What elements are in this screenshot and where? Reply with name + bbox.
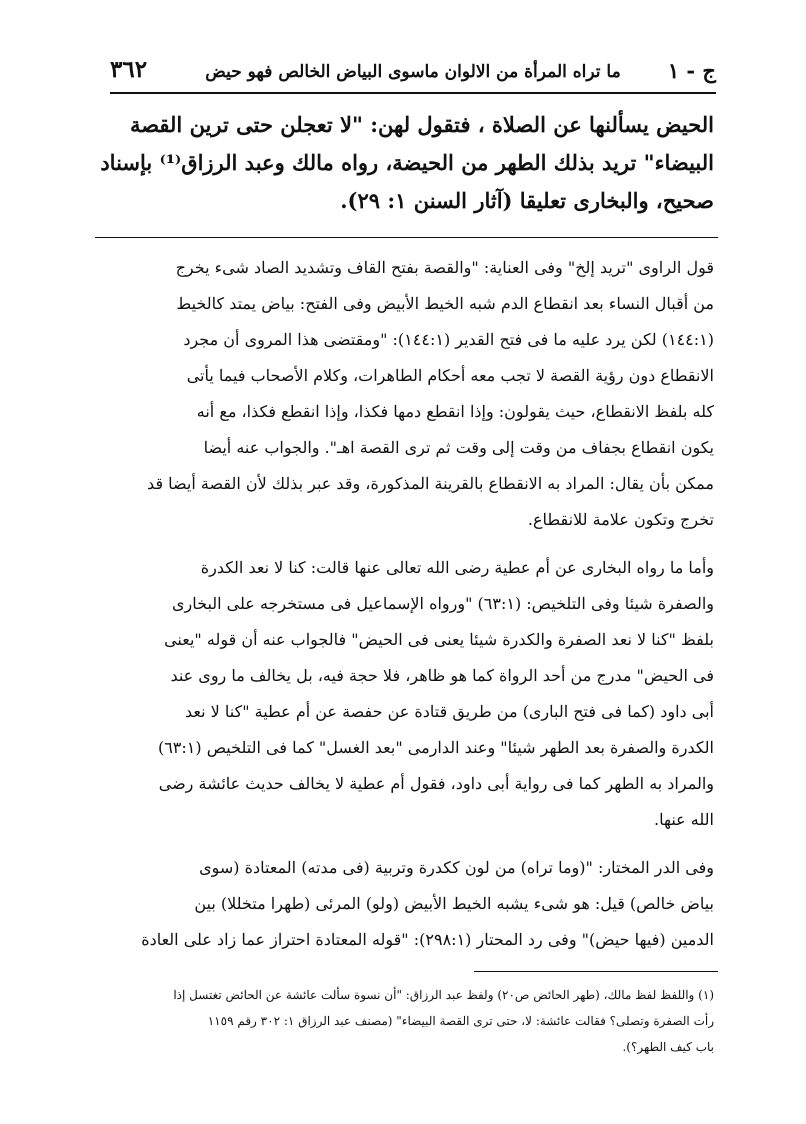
main-text-line: الحيض يسألنها عن الصلاة ، فتقول لهن: "لا تعجلن حتى ترين القصة xyxy=(129,112,714,137)
running-header xyxy=(110,54,716,88)
commentary-line: قول الراوى "تريد إلخ" وفى العناية: "والقصة بفتح القاف وتشديد الصاد شىء يخرج xyxy=(175,258,714,277)
commentary-line: من أقبال النساء بعد انقطاع الدم شبه الخيط الأبيض وفى الفتح: بياض يمتد كالخيط xyxy=(176,294,714,313)
footnote-line: رأت الصفرة وتصلى؟ فقالت عائشة: لا، حتى ترى القصة البيضاء" (مصنف عبد الرزاق ١: ٣٠٢ رقم ١١٥٩ xyxy=(207,1014,714,1028)
commentary-line: والمراد به الطهر كما فى رواية أبى داود، فقول أم عطية لا يخالف حديث عائشة رضى xyxy=(158,774,714,793)
commentary-line: كله بلفظ الانقطاع، حيث يقولون: وإذا انقطع دمها فكذا، وإذا انقطع فكذا، مع أنه xyxy=(196,402,714,421)
commentary-line: تخرج وتكون علامة للانقطاع. xyxy=(527,510,714,529)
main-text-line: البيضاء" تريد بذلك الطهر من الحيضة، رواه مالك وعبد الرزاق⁽¹⁾ بإسناد xyxy=(100,150,714,175)
commentary-line: يكون انقطاع بجفاف من وقت إلى وقت ثم ترى القصة اهـ". والجواب عنه أيضا xyxy=(203,438,714,457)
page-number: ٣٦٢ xyxy=(110,56,148,83)
commentary-line: الدمين (فيها حيض)" وفى رد المحتار (٢٩٨:١): "قوله المعتادة احتراز عما زاد على العادة xyxy=(141,930,714,949)
commentary-line: وفى الدر المختار: "(وما تراه) من لون ككدرة وتربية (فى مدته) المعتادة (سوى xyxy=(199,858,714,877)
volume-label: ج - ١ xyxy=(667,58,716,83)
commentary-line: الله عنها. xyxy=(654,810,714,829)
commentary-line: بياض خالص) قيل: هو شىء يشبه الخيط الأبيض (ولو) المرئى (طهرا متخللا) بين xyxy=(194,894,714,913)
commentary-line: (١٤٤:١) لكن يرد عليه ما فى فتح القدير (١٤٤:١): "ومقتضى هذا المروى أن مجرد xyxy=(183,330,714,349)
commentary-line: والصفرة شيئا وفى التلخيص: (٦٣:١) "ورواه الإسماعيل فى مستخرجه على البخارى xyxy=(171,594,714,613)
section-divider xyxy=(95,237,718,238)
footnote-line: باب كيف الطهر؟). xyxy=(622,1040,714,1054)
commentary-line: ممكن بأن يقال: المراد به الانقطاع بالقرينة المذكورة، وقد عبر بذلك لأن القصة أيضا قد xyxy=(147,474,714,493)
chapter-title: ما تراه المرأة من الالوان ماسوى البياض الخالص فهو حيض xyxy=(205,62,621,82)
commentary-line: فى الحيض" مدرج من أحد الرواة كما هو ظاهر، فلا حجة فيه، بل يخالف ما روى عند xyxy=(170,666,714,685)
commentary-line: وأما ما رواه البخارى عن أم عطية رضى الله تعالى عنها قالت: كنا لا نعد الكدرة xyxy=(200,558,714,577)
footnote-rule xyxy=(474,971,718,972)
commentary-line: الكدرة والصفرة بعد الطهر شيئا" وعند الدارمى "بعد الغسل" كما فى التلخيص (٦٣:١) xyxy=(157,738,714,757)
commentary-line: الانقطاع دون رؤية القصة لا تجب معه أحكام الطاهرات، وكلام الأصحاب فيما يأتى xyxy=(186,366,714,385)
footnote-line: (١) واللفظ لفظ مالك، (طهر الحائض ص٢٠) ولفظ عبد الرزاق: "أن نسوة سألت عائشة عن الحائض تغتسل إذا xyxy=(173,988,714,1002)
commentary-line: أبى داود (كما فى فتح البارى) من طريق قتادة عن حفصة عن أم عطية "كنا لا نعد xyxy=(185,702,714,721)
commentary-line: بلفظ "كنا لا نعد الصفرة والكدرة شيئا يعنى فى الحيض" فالجواب عنه أن قوله "يعنى xyxy=(164,630,714,649)
header-rule xyxy=(110,92,716,94)
main-text-line: صحيح، والبخارى تعليقا (آثار السنن ١: ٢٩). xyxy=(340,188,714,213)
